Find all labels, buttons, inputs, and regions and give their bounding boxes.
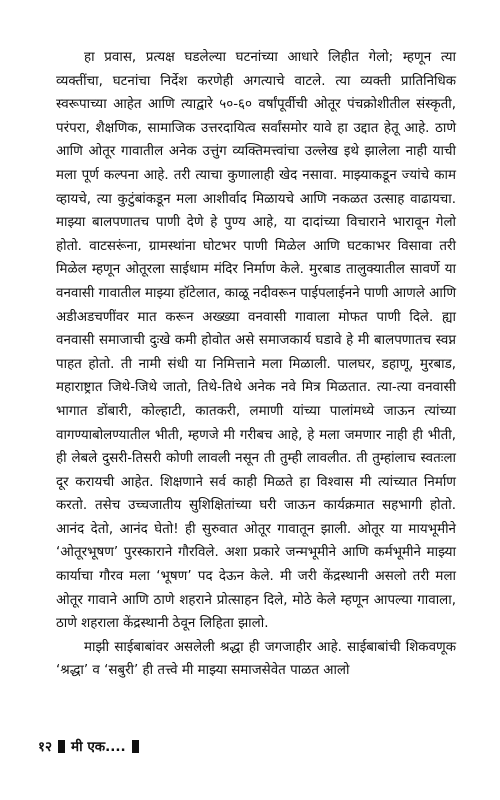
book-title: मी एक....	[71, 739, 126, 755]
paragraph-1: हा प्रवास, प्रत्यक्ष घडलेल्या घटनांच्या आधारे लिहीत गेलो; म्हणून त्या व्यक्तींचा, घटनांचा निर्देश करणेही अगत्याचे वाटले. त्या व्यक्ती प्रातिनिधिक स्वरूपाच्या आहेत आणि त्याद्वारे ५०-६० वर्षांपूर्वीची ओतूर पंचक्रोशीतील संस्कृती, परंपरा, शैक्षणिक, सामाजिक उत्तरदायित्व सर्वांसमोर यावे हा उद्दात हेतू आहे. ठाणे आणि ओतूर गावातील अनेक उत्तुंग व्यक्तिमत्त्वांचा उल्लेख इथे झालेला नाही याची मला पूर्ण कल्पना आहे. तरी त्याचा कुणालाही खेद नसावा. माझ्याकडून ज्यांचे काम व्हायचे, त्या कुटुंबांकडून मला आशीर्वाद मिळायचे आणि नकळत उत्साह वाढायचा. माझ्या बालपणातच पाणी देणे हे पुण्य आहे, या दादांच्या विचाराने भारावून गेलो होतो. वाटसरूंना, ग्रामस्थांना घोटभर पाणी मिळेल आणि घटकाभर विसावा तरी मिळेल म्हणून ओतूरला साईधाम मंदिर निर्माण केले. मुरबाड तालुक्यातील सावर्णे या वनवासी गावातील माझ्या हॉटेलात, काळू नदीवरून पाईपलाईनने पाणी आणले आणि अडीअडचणींवर मात करून अख्ख्या वनवासी गावाला मोफत पाणी दिले. ह्या वनवासी समाजाची दुःखे कमी होवोत असे समाजकार्य घडावे हे मी बालपणातच स्वप्न पाहत होतो. ती नामी संधी या निमित्ताने मला मिळाली. पालघर, डहाणू, मुरबाड, महाराष्ट्रात जिथे-जिथे जातो, तिथे-तिथे अनेक नवे मित्र मिळतात. त्या-त्या वनवासी भागात डोंबारी, कोल्हाटी, कातकरी, लमाणी यांच्या पालांमध्ये जाऊन त्यांच्या वागण्याबोलण्यातील भीती, म्हणजे मी गरीबच आहे, हे मला जमणार नाही ही भीती, ही लेबले दुसरी-तिसरी कोणी लावली नसून ती तुम्ही लावलीत. ती तुम्हांलाच स्वतःला दूर करायची आहेत. शिक्षणाने सर्व काही मिळते हा विश्वास मी त्यांच्यात निर्माण करतो. तसेच उच्चजातीय सुशिक्षितांच्या घरी जाऊन कार्यक्रमात सहभागी होतो. आनंद देतो, आनंद घेतो! ही सुरुवात ओतूर गावातून झाली. ओतूर या मायभूमीने ‘ओतूरभूषण’ पुरस्काराने गौरविले. अशा प्रकारे जन्मभूमीने आणि कर्मभूमीने माझ्या कार्याचा गौरव मला ‘भूषण’ पद देऊन केले. मी जरी केंद्रस्थानी असलो तरी मला ओतूर गावाने आणि ठाणे शहराने प्रोत्साहन दिले, मोठे केले म्हणून आपल्या गावाला, ठाणे शहराला केंद्रस्थानी ठेवून लिहिता झालो.	[56, 50, 456, 632]
footer-square-icon	[132, 740, 139, 753]
footer-square-icon	[58, 740, 65, 753]
paragraph-2: माझी साईबाबांवर असलेली श्रद्धा ही जगजाहीर आहे. साईबाबांची शिकवणूक ‘श्रद्धा’ व ‘सबुरी’ ही तत्त्वे मी माझ्या समाजसेवेत पाळत आलो	[56, 639, 456, 679]
page-number: १२	[38, 739, 53, 755]
page-footer	[38, 734, 139, 758]
main-text	[56, 46, 456, 683]
